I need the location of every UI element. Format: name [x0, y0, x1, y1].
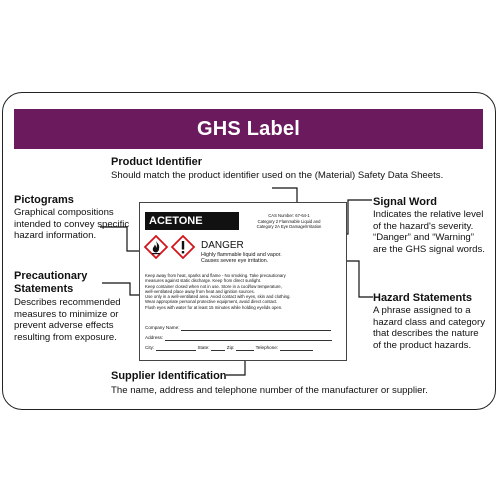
- exclamation-pictogram-icon: [171, 235, 195, 259]
- signal-word-title: Signal Word: [373, 196, 437, 208]
- supplier-identification-body: The name, address and telephone number of the manufacturer or supplier.: [111, 385, 428, 396]
- company-name-field: Company Name:: [145, 325, 331, 332]
- flame-pictogram-icon: [144, 235, 168, 259]
- city-state-zip-phone-field: City: State: Zip: Telephone:: [145, 345, 313, 352]
- precautionary-statements-body: Describes recommended measures to minimize or prevent adverse effects resulting from exposure.: [14, 297, 121, 343]
- signal-word: DANGER: [201, 240, 244, 251]
- signal-word-body: Indicates the relative level of the hazard's severity. “Danger” and “Warning” are the GHS signal words.: [373, 209, 485, 255]
- cas-info: CAS Number: 67-64-1 Category 2 Flammable Liquid and Category 2A Eye Damage/Irritation: [256, 213, 322, 230]
- product-identifier-body: Should match the product identifier used on the (Material) Safety Data Sheets.: [111, 170, 444, 181]
- hazard-statements: Highly flammable liquid and vapor. Causes severe eye irritation.: [201, 252, 282, 265]
- precautionary-statements: Keep away from heat, sparks and flame - No smoking. Take precautionary measures against static discharge. Keep from direct sunlight. Keep container closed when not in use. Store in a cool/low temperature, well-ventilated place away from heat and ignition sources. Use only in a well-ventilated area. Avoid contact with eyes, skin and clothing. Wear appropriate personal protective equipment, avoid direct contact. Flush eyes with water for at least 15 minutes while holding eyelids open.: [145, 273, 291, 310]
- sample-ghs-label: [139, 202, 347, 361]
- banner-title: GHS Label: [197, 117, 300, 140]
- supplier-identification-title: Supplier Identification: [111, 370, 227, 382]
- precautionary-statements-title: Precautionary Statements: [14, 270, 88, 295]
- pictograms-body: Graphical compositions intended to convey specific hazard information.: [14, 207, 130, 242]
- product-name: ACETONE: [145, 212, 239, 230]
- address-field: Address:: [145, 335, 332, 342]
- hazard-statements-title: Hazard Statements: [373, 292, 473, 304]
- pictograms-title: Pictograms: [14, 194, 74, 206]
- title-banner: [14, 109, 483, 149]
- hazard-statements-body: A phrase assigned to a hazard class and category that describes the nature of the product hazards.: [373, 305, 485, 351]
- product-identifier-title: Product Identifier: [111, 156, 203, 168]
